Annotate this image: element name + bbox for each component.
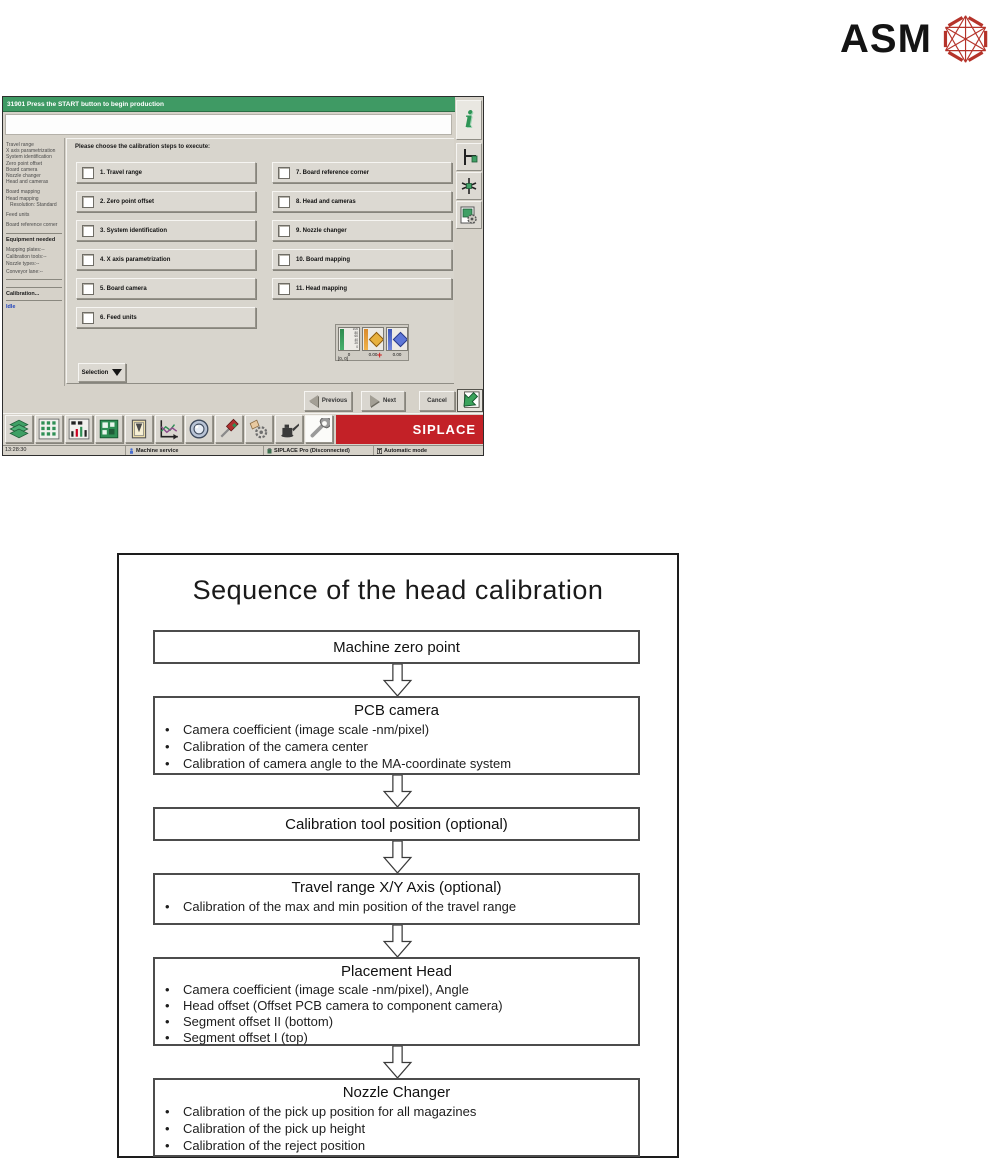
step-button-head-and-cameras[interactable] bbox=[272, 191, 452, 212]
asm-logo-text: ASM bbox=[840, 17, 932, 61]
sidebar-item: Board reference corner bbox=[6, 222, 58, 229]
oil-can-icon bbox=[278, 418, 300, 440]
asm-logo bbox=[840, 10, 990, 68]
exit-button[interactable] bbox=[457, 389, 483, 412]
bullet-item: • Segment offset I (top) bbox=[155, 1030, 638, 1046]
x-position-gauge bbox=[362, 327, 384, 351]
setup-chart-icon bbox=[68, 418, 90, 440]
previous-button[interactable] bbox=[304, 391, 352, 411]
siplace-pro-icon bbox=[267, 448, 272, 454]
step-label: 6. Feed units bbox=[100, 314, 137, 321]
cancel-button[interactable] bbox=[419, 391, 455, 411]
placement-station-button[interactable] bbox=[456, 143, 482, 171]
flow-arrow-down-icon bbox=[380, 1046, 415, 1079]
node-bullets bbox=[155, 721, 638, 772]
node-title: Machine zero point bbox=[333, 638, 460, 656]
sidebar-item: Board mapping bbox=[6, 189, 40, 196]
siplace-ui-window bbox=[2, 96, 484, 456]
component-tower-icon bbox=[128, 418, 150, 440]
blue-diamond bbox=[393, 332, 408, 348]
step-label: 1. Travel range bbox=[100, 169, 143, 176]
message-area bbox=[5, 114, 452, 135]
bullet-item: • Calibration of the reject position bbox=[155, 1137, 638, 1154]
node-title: Placement Head bbox=[341, 963, 452, 980]
cancel-label: Cancel bbox=[427, 398, 447, 404]
flowchart-title: Sequence of the head calibration bbox=[192, 575, 604, 605]
mode-status bbox=[373, 446, 482, 456]
step-button-system-identification[interactable] bbox=[76, 220, 256, 241]
chevron-down-icon bbox=[112, 369, 122, 376]
flow-arrow-down-icon bbox=[380, 775, 415, 808]
hand-gear-icon bbox=[248, 418, 270, 440]
sidebar-item: Feed units bbox=[6, 212, 30, 219]
status-bar bbox=[3, 445, 483, 456]
machine-status-widget bbox=[335, 324, 409, 361]
siplace-brand-banner: SIPLACE bbox=[336, 415, 483, 444]
checkbox[interactable] bbox=[278, 283, 290, 295]
node-title: Calibration tool position (optional) bbox=[285, 815, 508, 833]
bullet-item: • Calibration of the max and min position of the travel range bbox=[155, 898, 638, 915]
sidebar-item: Nozzle changer bbox=[6, 173, 41, 180]
component-matrix-button[interactable] bbox=[35, 415, 63, 443]
info-icon: i bbox=[464, 107, 474, 133]
step-button-feed-units[interactable] bbox=[76, 307, 256, 328]
placement-station-icon bbox=[459, 147, 479, 167]
oil-can-button[interactable] bbox=[275, 415, 303, 443]
bullet-item: • Camera coefficient (image scale -nm/pixel) bbox=[155, 721, 638, 738]
prompt-text: Please choose the calibration steps to execute: bbox=[75, 144, 211, 150]
board-layout-icon bbox=[98, 418, 120, 440]
blue-bar bbox=[388, 329, 392, 350]
checkbox[interactable] bbox=[278, 196, 290, 208]
head-calibration-flowchart bbox=[117, 553, 679, 1158]
message-title-bar: 31901 Press the START button to begin production bbox=[3, 97, 455, 112]
sidebar-item: Board camera bbox=[6, 166, 38, 173]
gauge1-sub-value: [0, 0] bbox=[338, 356, 349, 361]
step-button-x-axis-parametrization[interactable] bbox=[76, 249, 256, 270]
sidebar-item-resolution: Resolution: Standard bbox=[10, 201, 57, 208]
checkbox[interactable] bbox=[82, 167, 94, 179]
flow-node-pcb-camera bbox=[153, 696, 640, 775]
mode-label: Automatic mode bbox=[384, 448, 428, 454]
bullet-item: • Calibration of the pick up position for all magazines bbox=[155, 1103, 638, 1120]
checkbox[interactable] bbox=[82, 225, 94, 237]
step-button-zero-point-offset[interactable] bbox=[76, 191, 256, 212]
bullet-item: • Calibration of the pick up height bbox=[155, 1120, 638, 1137]
arrow-right-icon bbox=[370, 395, 379, 407]
step-label: 3. System identification bbox=[100, 227, 168, 234]
step-label: 9. Nozzle changer bbox=[296, 227, 347, 234]
wrench-icon bbox=[308, 418, 330, 440]
sidebar-item: Head and cameras bbox=[6, 179, 49, 186]
sidebar-item: Travel range bbox=[6, 142, 34, 148]
machine-service-status bbox=[125, 446, 261, 456]
step-button-board-reference-corner[interactable] bbox=[272, 162, 452, 183]
node-title: PCB camera bbox=[353, 702, 440, 719]
node-bullets bbox=[155, 1103, 638, 1154]
step-label: 8. Head and cameras bbox=[296, 198, 356, 205]
bullet-item: • Calibration of camera angle to the MA-coordinate system bbox=[155, 755, 638, 772]
step-label: 11. Head mapping bbox=[296, 285, 348, 292]
info-button[interactable] bbox=[456, 100, 482, 140]
flow-arrow-down-icon bbox=[380, 664, 415, 697]
orange-diamond bbox=[369, 332, 384, 348]
next-label: Next bbox=[382, 398, 396, 404]
arrow-left-icon bbox=[309, 395, 318, 407]
flow-node-calibration-tool-position bbox=[153, 807, 640, 841]
checkbox[interactable] bbox=[82, 254, 94, 266]
camera-icon bbox=[188, 418, 210, 440]
sidebar bbox=[3, 138, 65, 386]
flow-node-travel-range bbox=[153, 873, 640, 925]
equipment-item: Nozzle types:-- bbox=[6, 261, 40, 268]
flow-node-placement-head bbox=[153, 957, 640, 1046]
screwdriver-icon bbox=[218, 418, 240, 440]
node-title: Nozzle Changer bbox=[342, 1084, 451, 1101]
sidebar-item: Zero point offset bbox=[6, 160, 43, 167]
connection-status bbox=[263, 446, 371, 456]
crosshair-marker: + bbox=[377, 350, 383, 360]
wrench-button-active[interactable] bbox=[305, 415, 333, 443]
boards-stack-icon bbox=[8, 418, 30, 440]
equipment-item: Calibration tools:-- bbox=[6, 254, 47, 261]
next-button[interactable] bbox=[361, 391, 405, 411]
equipment-needed-header: Equipment needed bbox=[6, 237, 56, 244]
bullet-item: • Calibration of the camera center bbox=[155, 738, 638, 755]
clock: 13:28:30 bbox=[5, 447, 27, 453]
bullet-item: • Segment offset II (bottom) bbox=[155, 1014, 638, 1030]
gauge1-value: 0 bbox=[347, 352, 351, 357]
statistics-button[interactable] bbox=[155, 415, 183, 443]
y-position-gauge bbox=[386, 327, 408, 351]
flow-node-nozzle-changer bbox=[153, 1078, 640, 1157]
camera-button[interactable] bbox=[185, 415, 213, 443]
speed-gauge: 100 80 60 40 20 0 bbox=[338, 327, 360, 351]
node-bullets bbox=[155, 982, 638, 1046]
step-label: 10. Board mapping bbox=[296, 256, 351, 263]
step-button-board-mapping[interactable] bbox=[272, 249, 452, 270]
board-settings-button[interactable] bbox=[456, 201, 482, 229]
machine-state-label: Idle bbox=[6, 304, 16, 311]
nozzle-tool-button[interactable] bbox=[456, 172, 482, 200]
selection-button[interactable] bbox=[78, 363, 126, 382]
nozzle-tool-icon bbox=[459, 176, 479, 196]
machine-service-icon bbox=[129, 448, 134, 454]
equipment-needed-box bbox=[6, 233, 62, 280]
screwdriver-button[interactable] bbox=[215, 415, 243, 443]
orange-bar bbox=[364, 329, 368, 350]
bullet-item: • Head offset (Offset PCB camera to component camera) bbox=[155, 998, 638, 1014]
step-label: 4. X axis parametrization bbox=[100, 256, 171, 263]
step-button-travel-range[interactable] bbox=[76, 162, 256, 183]
calibration-panel bbox=[66, 138, 454, 384]
gauge2-value: 0.00 bbox=[368, 352, 378, 357]
green-bar bbox=[340, 329, 344, 350]
equipment-item: Mapping plates:-- bbox=[6, 246, 45, 253]
step-button-head-mapping[interactable] bbox=[272, 278, 452, 299]
asm-hexagon-mark bbox=[941, 11, 990, 67]
sidebar-item: Head mapping bbox=[6, 195, 39, 202]
step-button-nozzle-changer[interactable] bbox=[272, 220, 452, 241]
checkbox[interactable] bbox=[82, 283, 94, 295]
sidebar-item: X axis parametrization bbox=[6, 148, 56, 155]
node-bullets bbox=[155, 898, 638, 915]
step-label: 7. Board reference corner bbox=[296, 169, 370, 176]
board-gear-icon bbox=[459, 205, 479, 225]
boards-stack-button[interactable] bbox=[5, 415, 33, 443]
flow-node-machine-zero-point bbox=[153, 630, 640, 664]
bullet-item: • Camera coefficient (image scale -nm/pixel), Angle bbox=[155, 982, 638, 998]
exit-arrow-icon bbox=[459, 391, 481, 411]
checkbox[interactable] bbox=[278, 254, 290, 266]
statistics-icon bbox=[158, 418, 180, 440]
sidebar-item: System identification bbox=[6, 154, 52, 161]
step-label: 2. Zero point offset bbox=[100, 198, 154, 205]
component-matrix-icon bbox=[38, 418, 60, 440]
node-title: Travel range X/Y Axis (optional) bbox=[291, 879, 502, 896]
connection-label: SIPLACE Pro (Disconnected) bbox=[274, 448, 350, 454]
step-button-board-camera[interactable] bbox=[76, 278, 256, 299]
checkbox[interactable] bbox=[278, 167, 290, 179]
automatic-mode-icon bbox=[377, 448, 382, 454]
checkbox[interactable] bbox=[82, 312, 94, 324]
calibration-label: Calibration... bbox=[6, 287, 62, 301]
machine-service-label: Machine service bbox=[136, 448, 179, 454]
board-layout-button[interactable] bbox=[95, 415, 123, 443]
component-tower-button[interactable] bbox=[125, 415, 153, 443]
selection-label: Selection bbox=[81, 369, 109, 376]
equipment-item: Conveyor lane:-- bbox=[6, 268, 43, 275]
previous-label: Previous bbox=[321, 398, 348, 404]
flow-arrow-down-icon bbox=[380, 841, 415, 874]
hand-gear-button[interactable] bbox=[245, 415, 273, 443]
gauge3-value: 0.00 bbox=[392, 352, 402, 357]
checkbox[interactable] bbox=[82, 196, 94, 208]
toolbar bbox=[3, 413, 483, 444]
checkbox[interactable] bbox=[278, 225, 290, 237]
setup-chart-button[interactable] bbox=[65, 415, 93, 443]
flow-arrow-down-icon bbox=[380, 925, 415, 958]
step-label: 5. Board camera bbox=[100, 285, 147, 292]
